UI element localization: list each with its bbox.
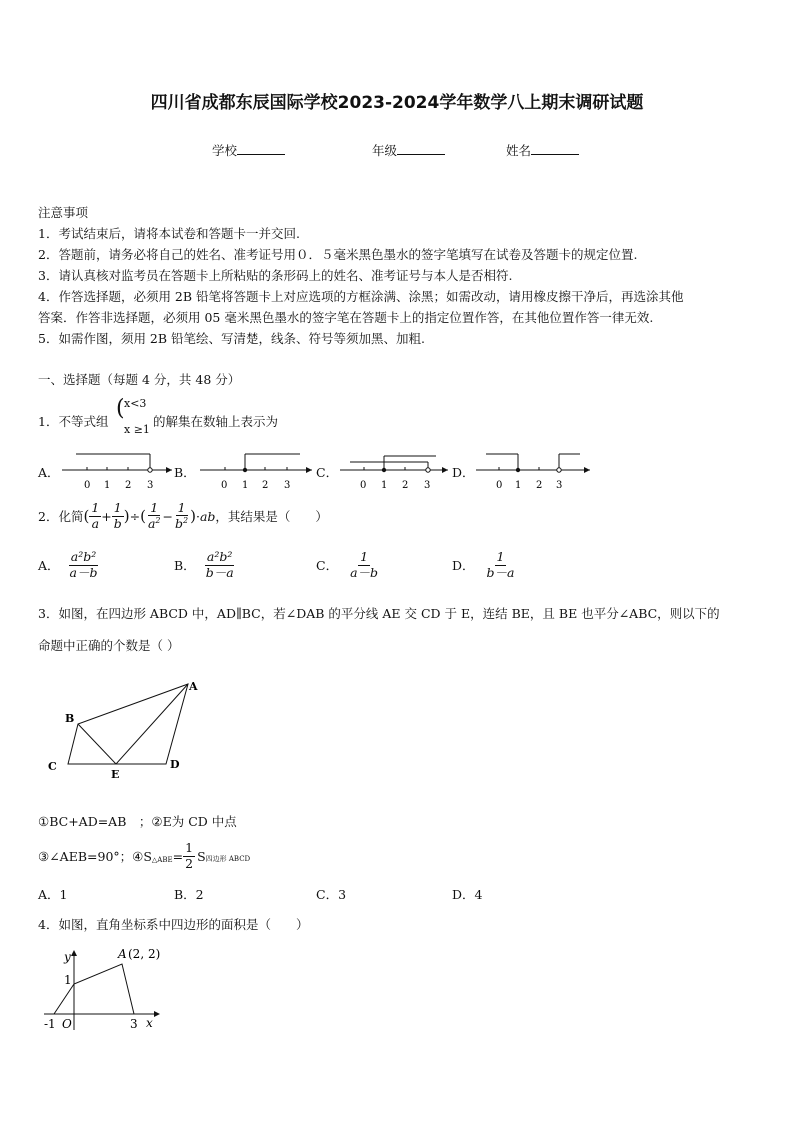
brace-icon: ( bbox=[116, 396, 125, 421]
notice-item: 5．如需作图，须用 2B 铅笔绘、写清楚，线条、符号等须加黑、加粗. bbox=[38, 331, 426, 346]
grade-label: 年级 bbox=[372, 143, 398, 158]
q3-figure bbox=[40, 672, 210, 782]
notice-item: 4．作答选择题，必须用 2B 铅笔将答题卡上对应选项的方框涂满、涂黑；如需改动，请用橡皮擦干净后，再选涂其他 bbox=[38, 289, 684, 304]
page-title: 四川省成都东辰国际学校2023-2024学年数学八上期末调研试题 bbox=[150, 93, 644, 113]
svg-text:O: O bbox=[62, 1017, 72, 1031]
q3-statement-1-2: ①BC+AD=AB ；②E为 CD 中点 bbox=[38, 814, 237, 829]
q3-option-c[interactable]: C．3 bbox=[316, 887, 347, 902]
q1-cond1: x<3 bbox=[124, 397, 147, 410]
fraction: $\frac{1}{a^2}$ bbox=[147, 499, 161, 532]
tick-label: 3 bbox=[556, 480, 563, 491]
grade-blank[interactable] bbox=[397, 143, 445, 155]
question-2: 2．化简 ( $\frac{1}{a}$ + $\frac{1}{b}$ ) ÷ ( $\frac{1}{a^2}$ − $\frac{1}{b^2}$ ) · ab ，其结果是（ ） bbox=[38, 499, 328, 532]
svg-text:-1: -1 bbox=[44, 1017, 56, 1031]
tick-label: 3 bbox=[147, 480, 154, 491]
tick-label: 2 bbox=[402, 480, 409, 491]
q2-option-a[interactable]: A． $\frac{\text{a²b²}}{a-b}$ bbox=[38, 549, 98, 580]
question-1-suffix: 的解集在数轴上表示为 bbox=[153, 414, 279, 429]
notice-item: 3．请认真核对监考员在答题卡上所粘贴的条形码上的姓名、准考证号与本人是否相符. bbox=[38, 268, 513, 283]
q1-option-d[interactable]: D． bbox=[452, 465, 475, 480]
tick-label: 1 bbox=[381, 480, 388, 491]
notice-item: 答案．作答非选择题，必须用 05 毫米黑色墨水的签字笔在答题卡上的指定位置作答，在其他位置作答一律无效. bbox=[38, 310, 654, 325]
notice-item: 1．考试结束后，请将本试卷和答题卡一并交回. bbox=[38, 226, 300, 241]
question-3-text: 3．如图，在四边形 ABCD 中，AD∥BC，若∠DAB 的平分线 AE 交 CD 于 E，连结 BE，且 BE 也平分∠ABC，则以下的 bbox=[38, 606, 720, 621]
name-label: 姓名 bbox=[506, 143, 532, 158]
tick-label: 2 bbox=[125, 480, 132, 491]
number-line-b bbox=[200, 454, 312, 491]
tick-label: 3 bbox=[284, 480, 291, 491]
q1-cond2: x ≥1 bbox=[124, 423, 150, 436]
tick-label: 1 bbox=[515, 480, 522, 491]
svg-text:1: 1 bbox=[64, 973, 72, 987]
svg-text:3: 3 bbox=[130, 1017, 138, 1031]
notice-item: 2．答题前，请务必将自己的姓名、准考证号用０．５毫米黑色墨水的签字笔填写在试卷及答题卡的规定位置. bbox=[38, 247, 638, 262]
tick-label: 3 bbox=[424, 480, 431, 491]
svg-text:C: C bbox=[48, 760, 57, 773]
number-line-d bbox=[476, 454, 590, 491]
notice-heading: 注意事项 bbox=[38, 205, 89, 220]
tick-label: 2 bbox=[262, 480, 269, 491]
number-line-c bbox=[340, 456, 448, 491]
svg-text:(2, 2): (2, 2) bbox=[128, 947, 161, 961]
tick-label: 0 bbox=[496, 480, 503, 491]
q3-statement-3-4: ③∠AEB=90°；④S △ABE = $\frac{1}{2}$ S 四边形 ABCD bbox=[38, 840, 251, 871]
q1-option-b[interactable]: B． bbox=[174, 465, 196, 480]
name-blank[interactable] bbox=[531, 143, 579, 155]
school-label: 学校 bbox=[212, 143, 238, 158]
question-1-prefix: 1．不等式组 bbox=[38, 414, 109, 429]
q3-option-b[interactable]: B．2 bbox=[174, 887, 204, 902]
svg-text:A: A bbox=[189, 680, 198, 693]
fraction: $\frac{1}{b}$ bbox=[113, 500, 122, 531]
svg-text:D: D bbox=[170, 758, 180, 771]
q1-option-c[interactable]: C． bbox=[316, 465, 339, 480]
tick-label: 0 bbox=[360, 480, 367, 491]
q4-coordinate-figure bbox=[36, 944, 196, 1034]
tick-label: 0 bbox=[221, 480, 228, 491]
school-blank[interactable] bbox=[237, 143, 285, 155]
question-2-prefix: 2．化简 bbox=[38, 509, 84, 524]
question-3-text: 命题中正确的个数是（ ） bbox=[38, 638, 180, 653]
q2-option-c[interactable]: C． $\frac{1}{a-b}$ bbox=[316, 549, 379, 580]
q3-option-d[interactable]: D．4 bbox=[452, 887, 483, 902]
svg-text:y: y bbox=[64, 950, 71, 964]
fraction: $\frac{1}{b^2}$ bbox=[175, 499, 189, 532]
tick-label: 1 bbox=[104, 480, 111, 491]
q2-option-d[interactable]: D． $\frac{1}{b-a}$ bbox=[452, 549, 515, 580]
number-line-a bbox=[62, 454, 172, 491]
q1-option-a[interactable]: A． bbox=[38, 465, 60, 480]
tick-label: 2 bbox=[536, 480, 543, 491]
tick-label: 0 bbox=[84, 480, 91, 491]
tick-label: 1 bbox=[242, 480, 249, 491]
svg-text:B: B bbox=[65, 712, 75, 725]
number-lines bbox=[0, 446, 794, 494]
q2-option-b[interactable]: B． $\frac{\text{a²b²}}{b-a}$ bbox=[174, 549, 234, 580]
question-4-text: 4．如图，直角坐标系中四边形的面积是（ ） bbox=[38, 917, 309, 932]
svg-text:E: E bbox=[111, 768, 120, 781]
svg-text:x: x bbox=[146, 1016, 153, 1030]
svg-text:A: A bbox=[118, 947, 127, 961]
fraction: $\frac{1}{a}$ bbox=[91, 500, 100, 531]
q3-option-a[interactable]: A．1 bbox=[38, 887, 68, 902]
question-2-suffix: ，其结果是（ ） bbox=[215, 509, 328, 524]
section-heading: 一、选择题（每题 4 分，共 48 分） bbox=[38, 372, 241, 387]
